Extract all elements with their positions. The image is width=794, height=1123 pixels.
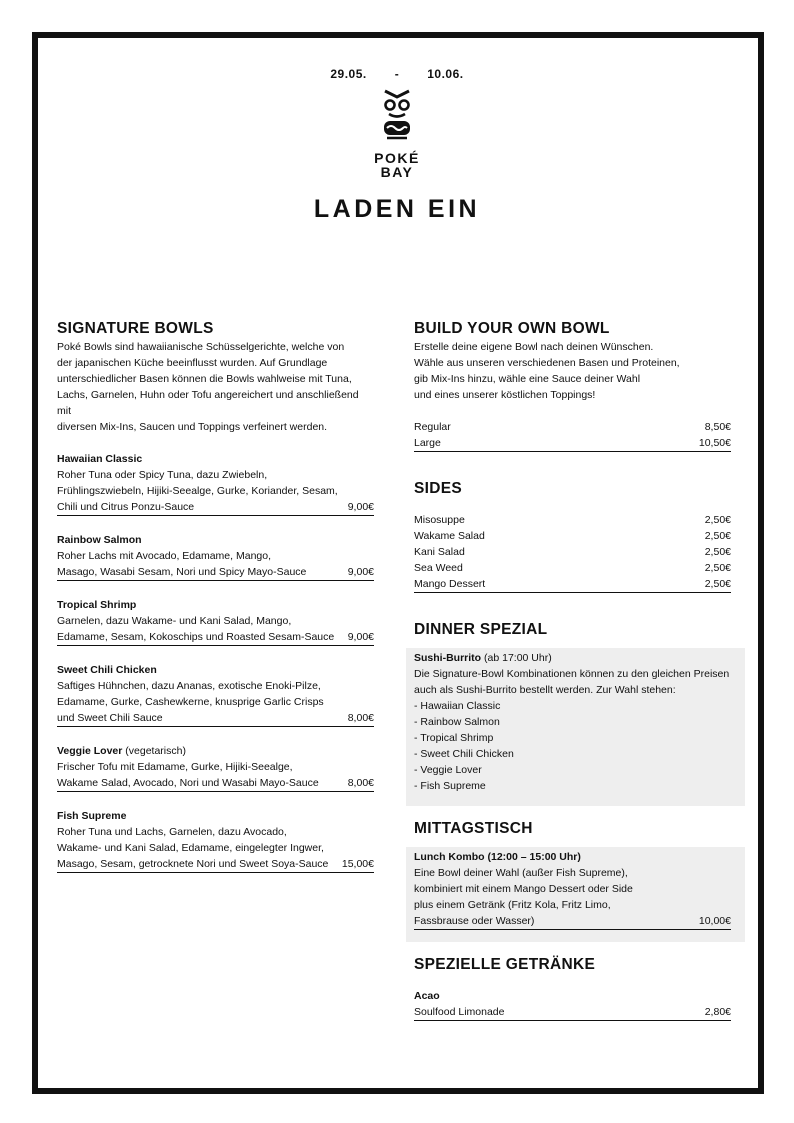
list-item: - Fish Supreme bbox=[414, 780, 486, 792]
list-item: - Veggie Lover bbox=[414, 764, 482, 776]
side-name: Wakame Salad bbox=[414, 530, 485, 542]
lunch-price: 10,00€ bbox=[698, 915, 731, 927]
price-row bbox=[414, 560, 731, 576]
drinks-section bbox=[414, 956, 731, 1021]
menu-item bbox=[57, 597, 374, 646]
item-name: Hawaiian Classic bbox=[57, 453, 143, 465]
date-separator: - bbox=[394, 67, 400, 81]
menu-item bbox=[57, 451, 374, 516]
item-name: Rainbow Salmon bbox=[57, 534, 142, 546]
item-description: Saftiges Hühnchen, dazu Ananas, exotische Enoki-Pilze, Edamame, Gurke, Cashewkerne, knusprige Garlic Crisps bbox=[57, 680, 324, 708]
item-description: Frischer Tofu mit Edamame, Gurke, Hijiki-Seealge, bbox=[57, 761, 293, 773]
item-name: Tropical Shrimp bbox=[57, 599, 137, 611]
item-name: Veggie Lover bbox=[57, 745, 123, 757]
section-title-signature: SIGNATURE BOWLS bbox=[57, 320, 214, 337]
side-name: Kani Salad bbox=[414, 546, 465, 558]
item-description-last: Edamame, Sesam, Kokoschips und Roasted Sesam-Sauce bbox=[57, 631, 335, 643]
item-price-row bbox=[57, 629, 374, 646]
side-name: Misosuppe bbox=[414, 514, 465, 526]
item-description-last: Chili und Citrus Ponzu-Sauce bbox=[57, 501, 195, 513]
section-title-sides: SIDES bbox=[414, 480, 463, 497]
price-row bbox=[414, 435, 731, 451]
list-item: - Rainbow Salmon bbox=[414, 716, 500, 728]
item-name: Sweet Chili Chicken bbox=[57, 664, 157, 676]
item-price-row bbox=[57, 499, 374, 516]
item-price-row bbox=[57, 775, 374, 792]
brand-name bbox=[0, 151, 794, 179]
section-title-build: BUILD YOUR OWN BOWL bbox=[414, 320, 610, 337]
size-name: Large bbox=[414, 437, 441, 449]
list-item: - Sweet Chili Chicken bbox=[414, 748, 514, 760]
item-price: 9,00€ bbox=[347, 566, 374, 578]
signature-intro: Poké Bowls sind hawaiianische Schüsselgerichte, welche von der japanischen Küche beeinflusst wurden. Auf Grundlage unterschiedlicher Basen können die Bowls wahlweise mit Tuna, Lachs, Garnelen, Huhn oder Tofu angereichert und anschließend mit diversen Mix-Ins, Saucen und Toppings verfeinert werden. bbox=[57, 341, 359, 433]
side-name: Mango Dessert bbox=[414, 578, 486, 590]
date-range bbox=[0, 67, 794, 81]
dinner-item-note: (ab 17:00 Uhr) bbox=[481, 652, 552, 664]
lunch-description: Eine Bowl deiner Wahl (außer Fish Supreme), kombiniert mit einem Mango Dessert oder Side plus einem Getränk (Fritz Kola, Fritz Limo, bbox=[414, 867, 633, 911]
drink-price-row bbox=[414, 1004, 731, 1021]
item-price-row bbox=[57, 710, 374, 727]
size-price: 8,50€ bbox=[704, 421, 731, 433]
lunch-box bbox=[406, 847, 745, 942]
section-title-dinner: DINNER SPEZIAL bbox=[414, 621, 548, 638]
item-price: 8,00€ bbox=[347, 777, 374, 789]
list-item: - Tropical Shrimp bbox=[414, 732, 494, 744]
side-price: 2,50€ bbox=[704, 562, 731, 574]
side-price: 2,50€ bbox=[704, 514, 731, 526]
date-start: 29.05. bbox=[330, 67, 367, 81]
lunch-price-row bbox=[414, 913, 731, 930]
list-item: - Hawaiian Classic bbox=[414, 700, 501, 712]
side-name: Sea Weed bbox=[414, 562, 463, 574]
size-price: 10,50€ bbox=[698, 437, 731, 449]
lunch-description-last: Fassbrause oder Wasser) bbox=[414, 915, 535, 927]
menu-item bbox=[57, 808, 374, 873]
menu-item bbox=[57, 743, 374, 792]
brand-line-2: BAY bbox=[380, 164, 414, 180]
item-description-last: Masago, Sesam, getrocknete Nori und Sweet Soya-Sauce bbox=[57, 858, 329, 870]
item-description-last: Masago, Wasabi Sesam, Nori und Spicy Mayo-Sauce bbox=[57, 566, 307, 578]
side-price: 2,50€ bbox=[704, 546, 731, 558]
item-description: Roher Tuna oder Spicy Tuna, dazu Zwiebeln, Frühlingszwiebeln, Hijiki-Seealge, Gurke, Koriander, Sesam, bbox=[57, 469, 338, 497]
item-description-last: Wakame Salad, Avocado, Nori und Wasabi Mayo-Sauce bbox=[57, 777, 319, 789]
dinner-special-section bbox=[414, 621, 731, 806]
menu-item bbox=[57, 532, 374, 581]
page-headline: LADEN EIN bbox=[313, 195, 481, 223]
price-row bbox=[414, 544, 731, 560]
item-price: 15,00€ bbox=[341, 858, 374, 870]
drink-brand: Acao bbox=[414, 990, 440, 1002]
menu-item bbox=[57, 662, 374, 727]
signature-bowls-section bbox=[57, 320, 374, 873]
sides-price-list bbox=[414, 512, 731, 593]
item-description-last: und Sweet Chili Sauce bbox=[57, 712, 163, 724]
lunch-item-name: Lunch Kombo (12:00 – 15:00 Uhr) bbox=[414, 851, 581, 863]
brand-line-1: POKÉ bbox=[374, 150, 420, 166]
date-end: 10.06. bbox=[427, 67, 464, 81]
dinner-special-box bbox=[406, 648, 745, 806]
build-your-own-section bbox=[414, 320, 731, 452]
dinner-description: Die Signature-Bowl Kombinationen können zu den gleichen Preisen auch als Sushi-Burrito bestellt werden. Zur Wahl stehen: bbox=[414, 668, 730, 696]
price-row bbox=[414, 576, 731, 592]
sides-section bbox=[414, 480, 731, 593]
size-name: Regular bbox=[414, 421, 451, 433]
right-column bbox=[414, 320, 731, 1021]
item-price: 9,00€ bbox=[347, 631, 374, 643]
build-intro: Erstelle deine eigene Bowl nach deinen Wünschen. Wähle aus unseren verschiedenen Basen und Proteinen, gib Mix-Ins hinzu, wähle eine Sauce deiner Wahl und eines unserer köstlichen Toppings! bbox=[414, 341, 680, 401]
drink-price: 2,80€ bbox=[704, 1006, 731, 1018]
side-price: 2,50€ bbox=[704, 578, 731, 590]
price-row bbox=[414, 419, 731, 435]
item-price-row bbox=[57, 856, 374, 873]
item-price: 8,00€ bbox=[347, 712, 374, 724]
side-price: 2,50€ bbox=[704, 530, 731, 542]
section-title-drinks: SPEZIELLE GETRÄNKE bbox=[414, 956, 596, 973]
price-row bbox=[414, 512, 731, 528]
item-price-row bbox=[57, 564, 374, 581]
item-description: Garnelen, dazu Wakame- und Kani Salad, Mango, bbox=[57, 615, 292, 627]
drink-name: Soulfood Limonade bbox=[414, 1006, 505, 1018]
size-price-list bbox=[414, 419, 731, 452]
section-title-lunch: MITTAGSTISCH bbox=[414, 820, 533, 837]
item-description: Roher Tuna und Lachs, Garnelen, dazu Avocado, Wakame- und Kani Salad, Edamame, eingelegter Ingwer, bbox=[57, 826, 324, 854]
tiki-logo-icon bbox=[377, 86, 417, 146]
lunch-section bbox=[414, 820, 731, 942]
item-price: 9,00€ bbox=[347, 501, 374, 513]
item-note: (vegetarisch) bbox=[122, 745, 186, 757]
item-description: Roher Lachs mit Avocado, Edamame, Mango, bbox=[57, 550, 272, 562]
item-name: Fish Supreme bbox=[57, 810, 127, 822]
dinner-item-name: Sushi-Burrito bbox=[414, 652, 482, 664]
price-row bbox=[414, 528, 731, 544]
